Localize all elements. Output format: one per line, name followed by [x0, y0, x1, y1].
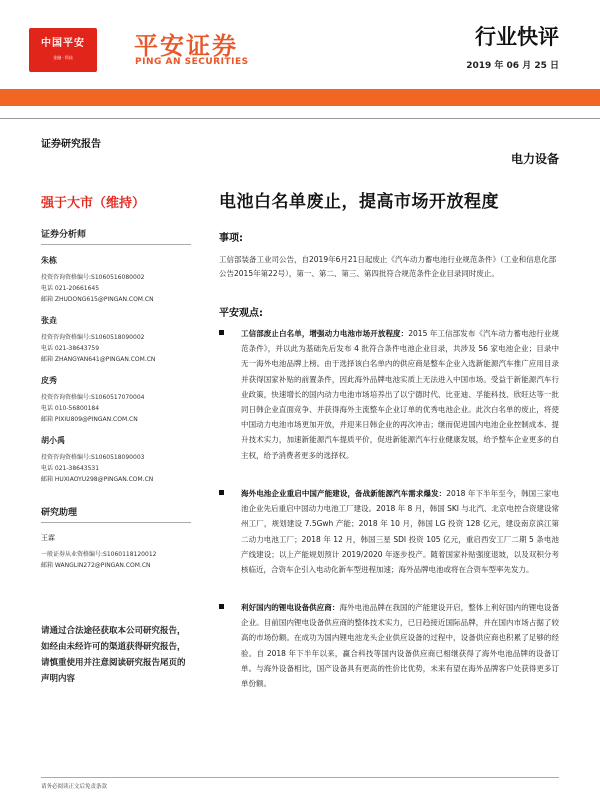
analyst-name: 朱栋: [41, 256, 57, 265]
analyst-name: 张垚: [41, 316, 57, 325]
bullet-text: [241, 600, 559, 691]
analyst-email[interactable]: 邮箱 HUXIAOYU298@PINGAN.COM.CN: [41, 476, 154, 483]
sector-label: 电力设备: [510, 152, 559, 166]
section-title: 证券研究报告: [41, 139, 101, 150]
event-text: 工信部装备工业司公告，自2019年6月21日起废止《汽车动力蓄电池行业规范条件》（工业和信息化部公告2015年第22号），第一、第二、第三、第四批符合规范条件企业目录同时废止。: [219, 255, 557, 278]
analyst-cert: 投资咨询资格编号:S1060516080002: [41, 274, 145, 281]
event-heading: 事项:: [219, 233, 243, 244]
analyst-name: 皮秀: [41, 376, 57, 385]
assistant-title: 研究助理: [41, 505, 191, 523]
brand-name-en: PING AN SECURITIES: [135, 57, 249, 67]
bullet-lead: 利好国内的锂电设备供应商：: [241, 603, 340, 612]
logo-box-main-text: 中国平安: [41, 38, 85, 49]
footer-divider: [41, 777, 559, 778]
header-divider: [0, 118, 600, 119]
china-pingan-logo: [29, 28, 97, 72]
bullet-point: [219, 486, 559, 577]
header-banner: [0, 89, 600, 106]
analyst-email[interactable]: 邮箱 ZHUDONG615@PINGAN.COM.CN: [41, 296, 154, 303]
analyst-email[interactable]: 邮箱 ZHANGYAN641@PINGAN.COM.CN: [41, 356, 156, 363]
assistant-cert: 一般证券从业资格编号:S1060118120012: [41, 551, 157, 558]
report-title: 电池白名单废止，提高市场开放程度: [219, 192, 499, 212]
bullet-text: [241, 326, 559, 463]
bullet-square-icon: [219, 490, 224, 495]
disclaimer: 请通过合法途径获取本公司研究报告，如经由未经许可的渠道获得研究报告，请慎重使用并注意阅读研究报告尾页的声明内容: [41, 626, 186, 684]
analyst-card: [41, 435, 191, 485]
bullet-square-icon: [219, 330, 224, 335]
assistant-email[interactable]: 邮箱 WANGLIN272@PINGAN.COM.CN: [41, 562, 151, 569]
analyst-name: 胡小禹: [41, 436, 65, 445]
brand-name-cn: 平安证券: [134, 32, 238, 60]
analyst-card: [41, 255, 191, 305]
bullet-body: 海外电池品牌在我国的产能建设开启，整体上利好国内的锂电设备企业。目前国内锂电设备供应商的整体技术实力，已日趋接近国际品牌，并在国内市场占据了较高的市场份额。在成功为国内锂电池龙头企业供应设备的过程中，设备供应商也积累了足够的经验。自 2018 年下半年以来，赢合科技等国内设备供应商已相继获得了海外电池品牌的设备订单。与海外设备相比，国产设备具有更高的性价比优势，未来有望在海外品牌客户处获得更多订单份额。: [241, 603, 560, 689]
analyst-card: [41, 315, 191, 365]
analyst-cert: 投资咨询资格编号:S1060517070004: [41, 394, 145, 401]
left-sidebar: [41, 135, 191, 571]
analyst-phone: 电话 010-56800184: [41, 405, 100, 412]
view-heading: 平安观点:: [219, 308, 263, 319]
bullet-point: [219, 326, 559, 463]
analyst-card: [41, 375, 191, 425]
report-date: 2019 年 06 月 25 日: [466, 61, 559, 71]
logo-box-sub-text: 金融 · 科技: [53, 55, 73, 60]
analyst-phone: 电话 021-20661645: [41, 285, 100, 292]
bullet-text: [241, 486, 559, 577]
footer-note: 请务必阅读正文后免责条款: [41, 784, 108, 790]
bullet-lead: 工信部废止白名单，增强动力电池市场开放程度：: [241, 329, 409, 338]
analyst-phone: 电话 021-38643531: [41, 465, 100, 472]
analyst-cert: 投资咨询资格编号:S1060518090002: [41, 334, 145, 341]
analyst-phone: 电话 021-38643759: [41, 345, 100, 352]
bullet-lead: 海外电池企业重启中国产能建设，备战新能源汽车需求爆发：: [241, 489, 447, 498]
analysts-title: 证券分析师: [41, 227, 191, 245]
analyst-email[interactable]: 邮箱 PIXIU809@PINGAN.COM.CN: [41, 416, 138, 423]
bullet-body: 2015 年工信部发布《汽车动力蓄电池行业规范条件》，并以此为基础先后发布 4 批符合条件电池企业目录，共涉及 56 家电池企业；目录中无一海外电池品牌上榜。由于选择该白名单内的供应商是整车企业入选新能源汽车推广应用目录并获得国家补贴的前置条件，因此海外品牌电池实质上无法进入中国市场。受益于新能源汽车行业政策，快速增长的国内动力电池市场培养出了以宁德时代、比亚迪、孚能科技、欣旺达等一批同日韩企业直面竞争、并获得海外主流整车企业订单的优秀电池企业。此次白名单的废止，将使中国动力电池市场更加开放，并迎来日韩企业的再次冲击；继而促进国内电池企业控制成本、提升技术实力，加速新能源汽车提质平价，促进新能源汽车行业健康发展，给予整车企业更多的自主权，给予消费者更多的选择权。: [241, 329, 559, 460]
assistant-name: 王霖: [41, 534, 55, 542]
bullet-body: 2018 年下半年至今，韩国三家电池企业先后重启中国动力电池工厂建设。2018 年 8 月，韩国 SKI 与北汽、北京电控合资建设常州工厂，规划建设 7.5Gwh 产能；2018 年 10 月，韩国 LG 投资 128 亿元，建设南京滨江第二动力电池工厂；2018 年 12 月，韩国三星 SDI 投资 105 亿元，重启西安工厂二期 5 条电池产线建设；以上产能规划预计 2019/2020 年逐步投产。随着国家补贴强度退坡，以及双积分考核临近，合资车企引入电动化新车型进程加速；海外品牌电池或将在合资车型率先发力。: [241, 489, 559, 575]
rating: 强于大市（维持）: [41, 196, 146, 211]
report-type: 行业快评: [475, 25, 559, 49]
analyst-cert: 投资咨询资格编号:S1060518090003: [41, 454, 145, 461]
bullet-point: [219, 600, 559, 691]
assistant-card: [41, 533, 191, 571]
bullet-square-icon: [219, 604, 224, 609]
